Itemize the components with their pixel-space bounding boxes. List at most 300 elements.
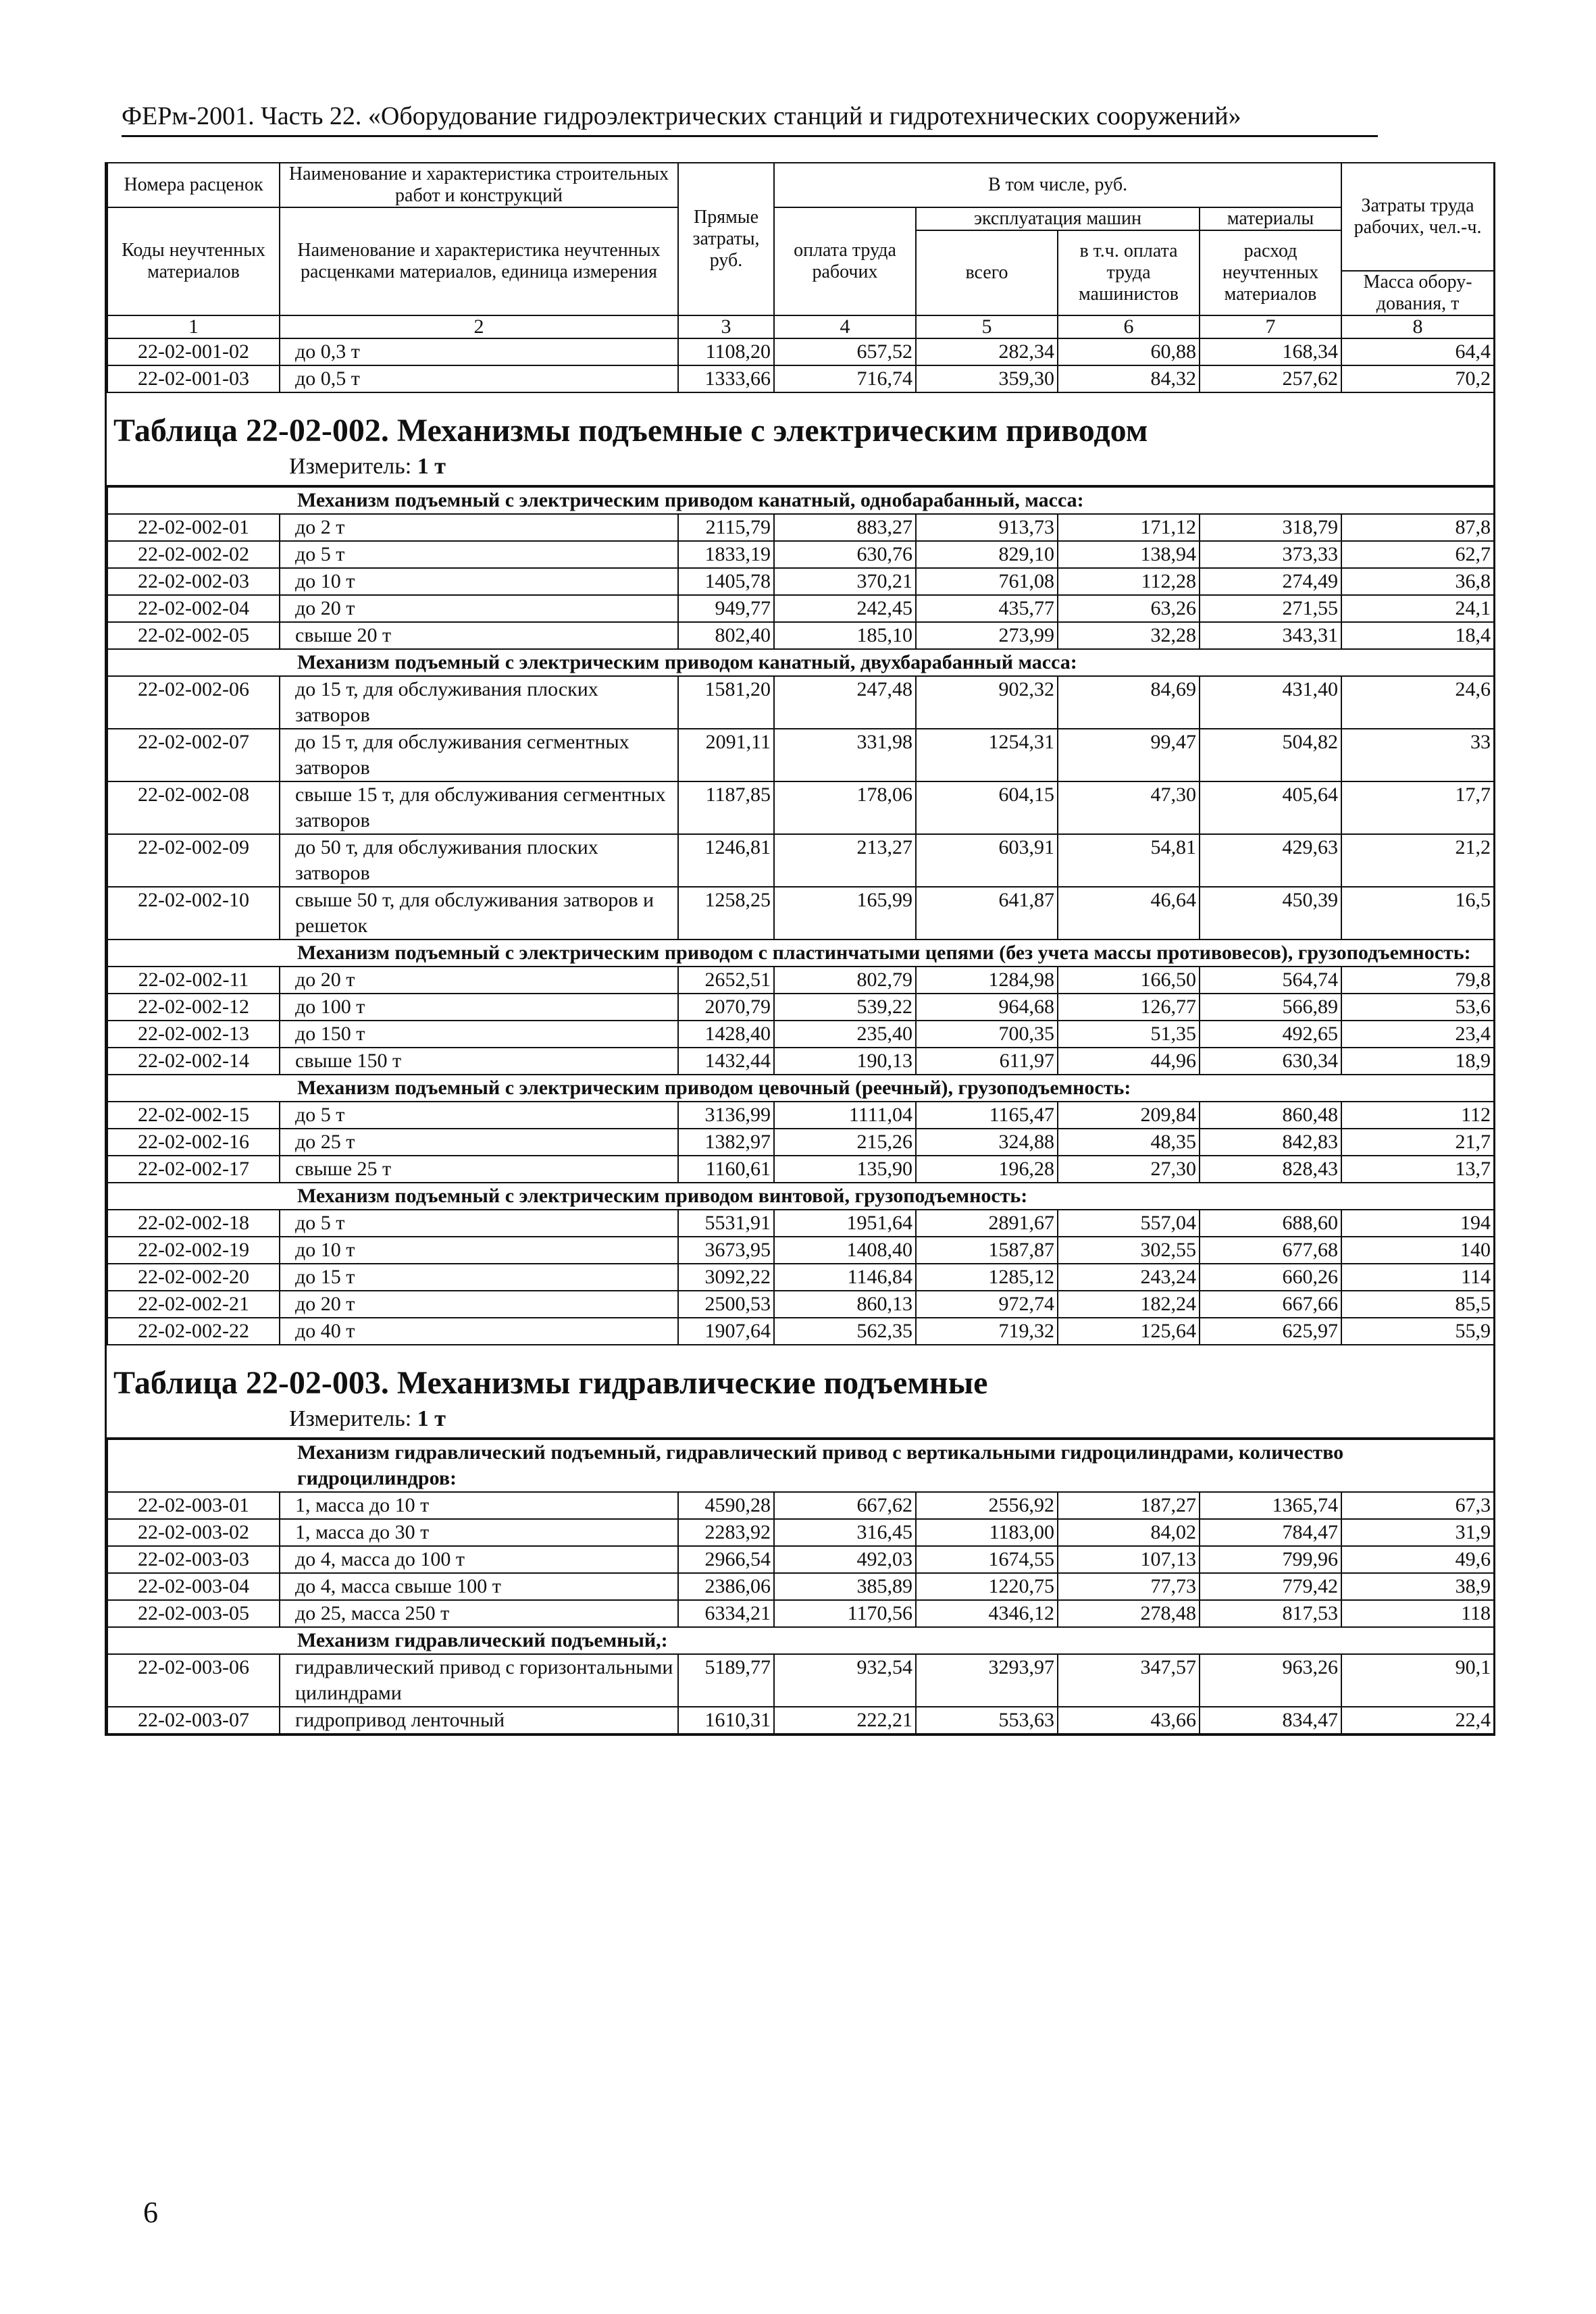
direct-costs-cell: 3092,22 — [678, 1264, 774, 1291]
table-row — [107, 676, 1494, 729]
col-materials-name-header: Наименование и характеристика неучтенных расценками материалов, единица измерения — [280, 207, 678, 315]
direct-costs-cell: 3136,99 — [678, 1102, 774, 1129]
machines-total-cell: 972,74 — [916, 1291, 1058, 1318]
rate-name-cell: до 20 т — [280, 967, 678, 994]
machinist-wage-cell: 166,50 — [1058, 967, 1200, 994]
materials-cell: 625,97 — [1200, 1318, 1341, 1345]
labor-cell: 18,4 — [1341, 622, 1494, 649]
col-name-header: Наименование и характеристика строительных работ и конструкций — [280, 163, 678, 207]
col-including-header: В том числе, руб. — [774, 163, 1341, 207]
machines-total-cell: 324,88 — [916, 1129, 1058, 1156]
table2-measure — [107, 450, 1493, 486]
group-header-row — [107, 1183, 1494, 1210]
col-wage-header: оплата труда рабочих — [774, 207, 916, 315]
measure-value: 1 т — [417, 1406, 446, 1431]
labor-cell: 31,9 — [1341, 1519, 1494, 1546]
col-machinist-wage-header: в т.ч. оплата труда машинистов — [1058, 230, 1200, 315]
wage-cell: 235,40 — [774, 1021, 916, 1048]
direct-costs-cell: 1428,40 — [678, 1021, 774, 1048]
rate-name-cell: свыше 150 т — [280, 1048, 678, 1075]
machines-total-cell: 641,87 — [916, 887, 1058, 940]
machinist-wage-cell: 47,30 — [1058, 781, 1200, 834]
table-row — [107, 1654, 1494, 1707]
rate-code-cell: 22-02-002-01 — [107, 514, 280, 541]
rate-code-cell: 22-02-002-07 — [107, 729, 280, 781]
machines-total-cell: 1254,31 — [916, 729, 1058, 781]
rate-code-cell: 22-02-002-06 — [107, 676, 280, 729]
machines-total-cell: 700,35 — [916, 1021, 1058, 1048]
table-row — [107, 1318, 1494, 1345]
machinist-wage-cell: 278,48 — [1058, 1600, 1200, 1627]
table-row — [107, 568, 1494, 595]
table-row — [107, 365, 1494, 392]
materials-cell: 492,65 — [1200, 1021, 1341, 1048]
labor-cell: 38,9 — [1341, 1573, 1494, 1600]
wage-cell: 1146,84 — [774, 1264, 916, 1291]
wage-cell: 135,90 — [774, 1156, 916, 1183]
rate-name-cell: до 15 т, для обслуживания плоских затворов — [280, 676, 678, 729]
direct-costs-cell: 6334,21 — [678, 1600, 774, 1627]
rate-name-cell: до 15 т, для обслуживания сегментных затворов — [280, 729, 678, 781]
materials-cell: 1365,74 — [1200, 1492, 1341, 1519]
machinist-wage-cell: 32,28 — [1058, 622, 1200, 649]
col-codes-header: Номера расценок — [107, 163, 280, 207]
table-row — [107, 514, 1494, 541]
labor-cell: 23,4 — [1341, 1021, 1494, 1048]
rate-code-cell: 22-02-002-04 — [107, 595, 280, 622]
table-row — [107, 967, 1494, 994]
materials-cell: 373,33 — [1200, 541, 1341, 568]
labor-cell: 53,6 — [1341, 994, 1494, 1021]
labor-cell: 194 — [1341, 1210, 1494, 1237]
labor-cell: 70,2 — [1341, 365, 1494, 392]
materials-cell: 504,82 — [1200, 729, 1341, 781]
rate-name-cell: до 10 т — [280, 1237, 678, 1264]
rate-name-cell: до 15 т — [280, 1264, 678, 1291]
rate-code-cell: 22-02-002-03 — [107, 568, 280, 595]
labor-cell: 85,5 — [1341, 1291, 1494, 1318]
rate-name-cell: до 5 т — [280, 541, 678, 568]
col-direct-costs-header: Прямые затраты, руб. — [678, 163, 774, 315]
document-body — [105, 162, 1495, 1736]
materials-cell: 860,48 — [1200, 1102, 1341, 1129]
machinist-wage-cell: 302,55 — [1058, 1237, 1200, 1264]
page-number: 6 — [143, 2196, 158, 2229]
materials-cell: 828,43 — [1200, 1156, 1341, 1183]
machinist-wage-cell: 60,88 — [1058, 338, 1200, 365]
rate-name-cell: до 25 т — [280, 1129, 678, 1156]
group-title: Механизм подъемный с электрическим приводом цевочный (реечный), грузоподъемность: — [107, 1075, 1494, 1102]
labor-cell: 24,1 — [1341, 595, 1494, 622]
rate-code-cell: 22-02-002-08 — [107, 781, 280, 834]
rate-code-cell: 22-02-002-13 — [107, 1021, 280, 1048]
machines-total-cell: 2556,92 — [916, 1492, 1058, 1519]
direct-costs-cell: 2091,11 — [678, 729, 774, 781]
machinist-wage-cell: 43,66 — [1058, 1707, 1200, 1734]
wage-cell: 331,98 — [774, 729, 916, 781]
col-machines-header: эксплуатация машин — [916, 207, 1200, 230]
materials-cell: 963,26 — [1200, 1654, 1341, 1707]
direct-costs-cell: 2386,06 — [678, 1573, 774, 1600]
table-row — [107, 1707, 1494, 1734]
materials-cell: 429,63 — [1200, 834, 1341, 887]
labor-cell: 62,7 — [1341, 541, 1494, 568]
rate-name-cell: до 2 т — [280, 514, 678, 541]
direct-costs-cell: 1246,81 — [678, 834, 774, 887]
materials-cell: 318,79 — [1200, 514, 1341, 541]
machinist-wage-cell: 84,02 — [1058, 1519, 1200, 1546]
materials-cell: 566,89 — [1200, 994, 1341, 1021]
table-row — [107, 1546, 1494, 1573]
machines-total-cell: 719,32 — [916, 1318, 1058, 1345]
direct-costs-cell: 949,77 — [678, 595, 774, 622]
rate-name-cell: до 100 т — [280, 994, 678, 1021]
machines-total-cell: 1284,98 — [916, 967, 1058, 994]
machinist-wage-cell: 126,77 — [1058, 994, 1200, 1021]
table-row — [107, 1237, 1494, 1264]
machinist-wage-cell: 243,24 — [1058, 1264, 1200, 1291]
direct-costs-cell: 1187,85 — [678, 781, 774, 834]
table-row — [107, 1021, 1494, 1048]
rate-code-cell: 22-02-002-10 — [107, 887, 280, 940]
machinist-wage-cell: 125,64 — [1058, 1318, 1200, 1345]
labor-cell: 24,6 — [1341, 676, 1494, 729]
rate-name-cell: до 5 т — [280, 1210, 678, 1237]
table-row — [107, 622, 1494, 649]
wage-cell: 492,03 — [774, 1546, 916, 1573]
group-header-row — [107, 487, 1494, 514]
materials-cell: 660,26 — [1200, 1264, 1341, 1291]
machines-total-cell: 196,28 — [916, 1156, 1058, 1183]
direct-costs-cell: 1610,31 — [678, 1707, 774, 1734]
rate-code-cell: 22-02-003-02 — [107, 1519, 280, 1546]
labor-cell: 49,6 — [1341, 1546, 1494, 1573]
materials-cell: 168,34 — [1200, 338, 1341, 365]
direct-costs-cell: 2652,51 — [678, 967, 774, 994]
col-materials-codes-header: Коды неучтенных материалов — [107, 207, 280, 315]
rate-name-cell: 1, масса до 10 т — [280, 1492, 678, 1519]
direct-costs-cell: 2500,53 — [678, 1291, 774, 1318]
machinist-wage-cell: 46,64 — [1058, 887, 1200, 940]
group-header-row — [107, 940, 1494, 967]
machines-total-cell: 603,91 — [916, 834, 1058, 887]
materials-cell: 784,47 — [1200, 1519, 1341, 1546]
machinist-wage-cell: 54,81 — [1058, 834, 1200, 887]
machines-total-cell: 282,34 — [916, 338, 1058, 365]
col-materials-use-header: расход неучтенных материалов — [1200, 230, 1341, 315]
direct-costs-cell: 4590,28 — [678, 1492, 774, 1519]
machines-total-cell: 3293,97 — [916, 1654, 1058, 1707]
machinist-wage-cell: 84,32 — [1058, 365, 1200, 392]
rate-code-cell: 22-02-002-15 — [107, 1102, 280, 1129]
rate-code-cell: 22-02-002-02 — [107, 541, 280, 568]
labor-cell: 55,9 — [1341, 1318, 1494, 1345]
direct-costs-cell: 1108,20 — [678, 338, 774, 365]
labor-cell: 33 — [1341, 729, 1494, 781]
page-header: ФЕРм-2001. Часть 22. «Оборудование гидроэлектрических станций и гидротехнических сооружений» — [122, 101, 1378, 137]
wage-cell: 630,76 — [774, 541, 916, 568]
group-title: Механизм подъемный с электрическим приводом с пластинчатыми цепями (без учета массы противовесов), грузоподъемность: — [107, 940, 1494, 967]
wage-cell: 242,45 — [774, 595, 916, 622]
top-rows — [107, 338, 1494, 392]
machines-total-cell: 2891,67 — [916, 1210, 1058, 1237]
table-row — [107, 887, 1494, 940]
materials-cell: 667,66 — [1200, 1291, 1341, 1318]
direct-costs-cell: 2283,92 — [678, 1519, 774, 1546]
wage-cell: 716,74 — [774, 365, 916, 392]
machines-total-cell: 902,32 — [916, 676, 1058, 729]
machinist-wage-cell: 209,84 — [1058, 1102, 1200, 1129]
rate-name-cell: свыше 50 т, для обслуживания затворов и решеток — [280, 887, 678, 940]
rate-name-cell: до 25, масса 250 т — [280, 1600, 678, 1627]
machinist-wage-cell: 99,47 — [1058, 729, 1200, 781]
rate-name-cell: до 4, масса свыше 100 т — [280, 1573, 678, 1600]
header-table — [107, 162, 1495, 393]
wage-cell: 1408,40 — [774, 1237, 916, 1264]
table-row — [107, 1492, 1494, 1519]
machinist-wage-cell: 44,96 — [1058, 1048, 1200, 1075]
wage-cell: 657,52 — [774, 338, 916, 365]
rate-name-cell: гидропривод ленточный — [280, 1707, 678, 1734]
machines-total-cell: 604,15 — [916, 781, 1058, 834]
direct-costs-cell: 1160,61 — [678, 1156, 774, 1183]
rate-name-cell: до 5 т — [280, 1102, 678, 1129]
rate-code-cell: 22-02-003-07 — [107, 1707, 280, 1734]
materials-cell: 343,31 — [1200, 622, 1341, 649]
machines-total-cell: 1587,87 — [916, 1237, 1058, 1264]
wage-cell: 190,13 — [774, 1048, 916, 1075]
table-row — [107, 1156, 1494, 1183]
rate-name-cell: до 40 т — [280, 1318, 678, 1345]
machinist-wage-cell: 171,12 — [1058, 514, 1200, 541]
labor-cell: 90,1 — [1341, 1654, 1494, 1707]
rate-name-cell: до 10 т — [280, 568, 678, 595]
machinist-wage-cell: 182,24 — [1058, 1291, 1200, 1318]
machines-total-cell: 1674,55 — [916, 1546, 1058, 1573]
table-row — [107, 781, 1494, 834]
machines-total-cell: 359,30 — [916, 365, 1058, 392]
labor-cell: 17,7 — [1341, 781, 1494, 834]
table-row — [107, 1129, 1494, 1156]
rate-code-cell: 22-02-002-16 — [107, 1129, 280, 1156]
machinist-wage-cell: 557,04 — [1058, 1210, 1200, 1237]
wage-cell: 860,13 — [774, 1291, 916, 1318]
machines-total-cell: 4346,12 — [916, 1600, 1058, 1627]
rate-name-cell: до 50 т, для обслуживания плоских затворов — [280, 834, 678, 887]
materials-cell: 817,53 — [1200, 1600, 1341, 1627]
rate-name-cell: до 20 т — [280, 595, 678, 622]
labor-cell: 112 — [1341, 1102, 1494, 1129]
materials-cell: 564,74 — [1200, 967, 1341, 994]
labor-cell: 21,7 — [1341, 1129, 1494, 1156]
rate-code-cell: 22-02-002-18 — [107, 1210, 280, 1237]
materials-cell: 257,62 — [1200, 365, 1341, 392]
table-row — [107, 1573, 1494, 1600]
direct-costs-cell: 1581,20 — [678, 676, 774, 729]
wage-cell: 316,45 — [774, 1519, 916, 1546]
rate-code-cell: 22-02-003-06 — [107, 1654, 280, 1707]
rate-code-cell: 22-02-002-09 — [107, 834, 280, 887]
materials-cell: 630,34 — [1200, 1048, 1341, 1075]
wage-cell: 178,06 — [774, 781, 916, 834]
rate-name-cell: до 4, масса до 100 т — [280, 1546, 678, 1573]
group-header-row — [107, 1075, 1494, 1102]
wage-cell: 1951,64 — [774, 1210, 916, 1237]
machines-total-cell: 829,10 — [916, 541, 1058, 568]
rate-name-cell: до 20 т — [280, 1291, 678, 1318]
materials-cell: 274,49 — [1200, 568, 1341, 595]
materials-cell: 431,40 — [1200, 676, 1341, 729]
rate-name-cell: свыше 20 т — [280, 622, 678, 649]
measure-value: 1 т — [417, 454, 446, 479]
col-machines-total-header: всего — [916, 230, 1058, 315]
labor-cell: 114 — [1341, 1264, 1494, 1291]
wage-cell: 883,27 — [774, 514, 916, 541]
direct-costs-cell: 2966,54 — [678, 1546, 774, 1573]
direct-costs-cell: 5189,77 — [678, 1654, 774, 1707]
rate-code-cell: 22-02-002-22 — [107, 1318, 280, 1345]
wage-cell: 185,10 — [774, 622, 916, 649]
materials-cell: 677,68 — [1200, 1237, 1341, 1264]
machinist-wage-cell: 51,35 — [1058, 1021, 1200, 1048]
direct-costs-cell: 1382,97 — [678, 1129, 774, 1156]
labor-cell: 21,2 — [1341, 834, 1494, 887]
materials-cell: 779,42 — [1200, 1573, 1341, 1600]
column-index-row: 1 2 3 4 5 6 7 8 — [107, 315, 1494, 338]
machinist-wage-cell: 138,94 — [1058, 541, 1200, 568]
labor-cell: 16,5 — [1341, 887, 1494, 940]
direct-costs-cell: 1333,66 — [678, 365, 774, 392]
labor-cell: 13,7 — [1341, 1156, 1494, 1183]
direct-costs-cell: 802,40 — [678, 622, 774, 649]
materials-cell: 405,64 — [1200, 781, 1341, 834]
labor-cell: 36,8 — [1341, 568, 1494, 595]
wage-cell: 385,89 — [774, 1573, 916, 1600]
rate-code-cell: 22-02-002-19 — [107, 1237, 280, 1264]
group-title: Механизм гидравлический подъемный, гидравлический привод с вертикальными гидроцилиндрами, количество гидроцилиндров: — [107, 1439, 1494, 1492]
table-row — [107, 729, 1494, 781]
materials-cell: 450,39 — [1200, 887, 1341, 940]
wage-cell: 247,48 — [774, 676, 916, 729]
machinist-wage-cell: 347,57 — [1058, 1654, 1200, 1707]
col-materials-header: материалы — [1200, 207, 1341, 230]
table-row — [107, 1048, 1494, 1075]
wage-cell: 1170,56 — [774, 1600, 916, 1627]
table-row — [107, 1600, 1494, 1627]
wage-cell: 213,27 — [774, 834, 916, 887]
group-header-row — [107, 1627, 1494, 1654]
table-row — [107, 834, 1494, 887]
rate-name-cell: 1, масса до 30 т — [280, 1519, 678, 1546]
table-row — [107, 338, 1494, 365]
group-title: Механизм подъемный с электрическим приводом канатный, однобарабанный, масса: — [107, 487, 1494, 514]
wage-cell: 222,21 — [774, 1707, 916, 1734]
machinist-wage-cell: 27,30 — [1058, 1156, 1200, 1183]
rate-code-cell: 22-02-002-17 — [107, 1156, 280, 1183]
machines-total-cell: 761,08 — [916, 568, 1058, 595]
rate-code-cell: 22-02-003-03 — [107, 1546, 280, 1573]
rate-name-cell: свыше 15 т, для обслуживания сегментных затворов — [280, 781, 678, 834]
rate-name-cell: до 150 т — [280, 1021, 678, 1048]
rate-name-cell: до 0,3 т — [280, 338, 678, 365]
rate-code-cell: 22-02-003-05 — [107, 1600, 280, 1627]
rate-code-cell: 22-02-002-05 — [107, 622, 280, 649]
rate-code-cell: 22-02-002-20 — [107, 1264, 280, 1291]
wage-cell: 932,54 — [774, 1654, 916, 1707]
rate-code-cell: 22-02-003-01 — [107, 1492, 280, 1519]
labor-cell: 140 — [1341, 1237, 1494, 1264]
labor-cell: 79,8 — [1341, 967, 1494, 994]
machines-total-cell: 435,77 — [916, 595, 1058, 622]
rate-name-cell: свыше 25 т — [280, 1156, 678, 1183]
machines-total-cell: 1165,47 — [916, 1102, 1058, 1129]
table-row — [107, 1264, 1494, 1291]
table-row — [107, 541, 1494, 568]
machinist-wage-cell: 84,69 — [1058, 676, 1200, 729]
machines-total-cell: 553,63 — [916, 1707, 1058, 1734]
direct-costs-cell: 5531,91 — [678, 1210, 774, 1237]
table3-title: Таблица 22-02-003. Механизмы гидравлические подъемные — [113, 1365, 988, 1401]
direct-costs-cell: 1833,19 — [678, 541, 774, 568]
direct-costs-cell: 1405,78 — [678, 568, 774, 595]
machines-total-cell: 964,68 — [916, 994, 1058, 1021]
labor-cell: 22,4 — [1341, 1707, 1494, 1734]
machines-total-cell: 273,99 — [916, 622, 1058, 649]
wage-cell: 802,79 — [774, 967, 916, 994]
rate-code-cell: 22-02-001-03 — [107, 365, 280, 392]
wage-cell: 1111,04 — [774, 1102, 916, 1129]
wage-cell: 562,35 — [774, 1318, 916, 1345]
wage-cell: 215,26 — [774, 1129, 916, 1156]
table2 — [107, 486, 1495, 1345]
group-title: Механизм гидравлический подъемный,: — [107, 1627, 1494, 1654]
labor-cell: 87,8 — [1341, 514, 1494, 541]
table-row — [107, 1291, 1494, 1318]
materials-cell: 688,60 — [1200, 1210, 1341, 1237]
table-row — [107, 1102, 1494, 1129]
direct-costs-cell: 3673,95 — [678, 1237, 774, 1264]
machinist-wage-cell: 187,27 — [1058, 1492, 1200, 1519]
table-row — [107, 994, 1494, 1021]
table-row — [107, 595, 1494, 622]
wage-cell: 370,21 — [774, 568, 916, 595]
machines-total-cell: 1183,00 — [916, 1519, 1058, 1546]
rate-code-cell: 22-02-002-12 — [107, 994, 280, 1021]
rate-code-cell: 22-02-001-02 — [107, 338, 280, 365]
direct-costs-cell: 2115,79 — [678, 514, 774, 541]
materials-cell: 834,47 — [1200, 1707, 1341, 1734]
table3-measure — [107, 1402, 1493, 1439]
group-title: Механизм подъемный с электрическим приводом винтовой, грузоподъемность: — [107, 1183, 1494, 1210]
wage-cell: 667,62 — [774, 1492, 916, 1519]
group-header-row — [107, 1439, 1494, 1492]
machines-total-cell: 913,73 — [916, 514, 1058, 541]
measure-label: Измеритель: — [289, 454, 412, 479]
materials-cell: 799,96 — [1200, 1546, 1341, 1573]
rate-code-cell: 22-02-002-11 — [107, 967, 280, 994]
table2-title: Таблица 22-02-002. Механизмы подъемные с электрическим приводом — [113, 413, 1148, 448]
machines-total-cell: 1220,75 — [916, 1573, 1058, 1600]
group-header-row — [107, 649, 1494, 676]
wage-cell: 165,99 — [774, 887, 916, 940]
rate-code-cell: 22-02-002-21 — [107, 1291, 280, 1318]
direct-costs-cell: 1907,64 — [678, 1318, 774, 1345]
machines-total-cell: 611,97 — [916, 1048, 1058, 1075]
labor-cell: 67,3 — [1341, 1492, 1494, 1519]
direct-costs-cell: 1432,44 — [678, 1048, 774, 1075]
labor-cell: 118 — [1341, 1600, 1494, 1627]
col-labor-header: Затраты труда рабочих, чел.-ч. — [1341, 163, 1494, 271]
